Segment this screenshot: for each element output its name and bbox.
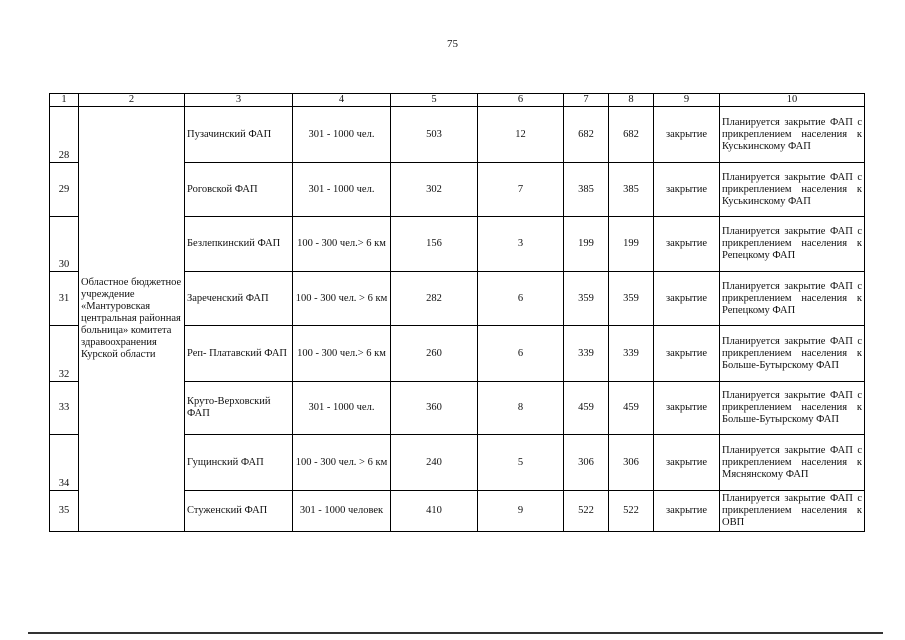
- row-number: 30: [50, 217, 79, 272]
- population-category: 301 - 1000 чел.: [293, 107, 391, 163]
- value-col7: 306: [564, 435, 609, 491]
- facility-name: Круто-Верховский ФАП: [185, 382, 293, 435]
- value-col5: 360: [391, 382, 478, 435]
- population-category: 100 - 300 чел.> 6 км: [293, 217, 391, 272]
- value-col7: 459: [564, 382, 609, 435]
- value-col6: 6: [478, 272, 564, 326]
- row-number: 29: [50, 163, 79, 217]
- header-cell: 2: [79, 94, 185, 107]
- value-col5: 240: [391, 435, 478, 491]
- header-cell: 1: [50, 94, 79, 107]
- value-col8: 306: [609, 435, 654, 491]
- value-col6: 7: [478, 163, 564, 217]
- population-category: 100 - 300 чел. > 6 км: [293, 272, 391, 326]
- value-col8: 359: [609, 272, 654, 326]
- action: закрытие: [654, 217, 720, 272]
- row-number: 31: [50, 272, 79, 326]
- facility-name: Пузачинский ФАП: [185, 107, 293, 163]
- population-category: 100 - 300 чел. > 6 км: [293, 435, 391, 491]
- value-col5: 260: [391, 326, 478, 382]
- action: закрытие: [654, 382, 720, 435]
- facility-name: Стуженский ФАП: [185, 491, 293, 532]
- population-category: 100 - 300 чел.> 6 км: [293, 326, 391, 382]
- value-col7: 522: [564, 491, 609, 532]
- facility-name: Реп- Платавский ФАП: [185, 326, 293, 382]
- note: Планируется закрытие ФАП с прикреплением населения к Больше-Бутырскому ФАП: [720, 382, 865, 435]
- value-col8: 339: [609, 326, 654, 382]
- action: закрытие: [654, 163, 720, 217]
- facility-name: Роговской ФАП: [185, 163, 293, 217]
- action: закрытие: [654, 326, 720, 382]
- table-row: [50, 107, 865, 163]
- facility-closure-table: [49, 93, 865, 532]
- note: Планируется закрытие ФАП с прикреплением населения к Репецкому ФАП: [720, 272, 865, 326]
- row-number: 32: [50, 326, 79, 382]
- value-col7: 339: [564, 326, 609, 382]
- value-col6: 9: [478, 491, 564, 532]
- header-cell: 6: [478, 94, 564, 107]
- note: Планируется закрытие ФАП с прикреплением населения к Репецкому ФАП: [720, 217, 865, 272]
- value-col7: 359: [564, 272, 609, 326]
- facility-name: Гущинский ФАП: [185, 435, 293, 491]
- value-col5: 503: [391, 107, 478, 163]
- row-number: 28: [50, 107, 79, 163]
- value-col8: 459: [609, 382, 654, 435]
- action: закрытие: [654, 491, 720, 532]
- action: закрытие: [654, 272, 720, 326]
- facility-name: Безлепкинский ФАП: [185, 217, 293, 272]
- header-row: [50, 94, 865, 107]
- value-col8: 199: [609, 217, 654, 272]
- scan-edge-line: [28, 632, 883, 634]
- population-category: 301 - 1000 чел.: [293, 382, 391, 435]
- value-col7: 682: [564, 107, 609, 163]
- value-col6: 8: [478, 382, 564, 435]
- population-category: 301 - 1000 человек: [293, 491, 391, 532]
- action: закрытие: [654, 107, 720, 163]
- header-cell: 4: [293, 94, 391, 107]
- facility-name: Зареченский ФАП: [185, 272, 293, 326]
- value-col6: 5: [478, 435, 564, 491]
- header-cell: 10: [720, 94, 865, 107]
- value-col6: 6: [478, 326, 564, 382]
- value-col8: 385: [609, 163, 654, 217]
- value-col5: 410: [391, 491, 478, 532]
- header-cell: 8: [609, 94, 654, 107]
- value-col5: 282: [391, 272, 478, 326]
- value-col6: 3: [478, 217, 564, 272]
- header-cell: 7: [564, 94, 609, 107]
- header-cell: 3: [185, 94, 293, 107]
- value-col5: 302: [391, 163, 478, 217]
- header-cell: 5: [391, 94, 478, 107]
- note: Планируется закрытие ФАП с прикреплением населения к Куськинскому ФАП: [720, 163, 865, 217]
- page-number: 75: [447, 38, 458, 50]
- note: Планируется закрытие ФАП с прикреплением населения к Мяснянскому ФАП: [720, 435, 865, 491]
- action: закрытие: [654, 435, 720, 491]
- value-col8: 522: [609, 491, 654, 532]
- row-number: 34: [50, 435, 79, 491]
- value-col8: 682: [609, 107, 654, 163]
- header-cell: 9: [654, 94, 720, 107]
- organization-name: Областное бюджетное учреждение «Мантуровская центральная районная больница» комитета здравоохранения Курской области: [79, 107, 185, 532]
- note: Планируется закрытие ФАП с прикреплением населения к Куськинскому ФАП: [720, 107, 865, 163]
- value-col6: 12: [478, 107, 564, 163]
- population-category: 301 - 1000 чел.: [293, 163, 391, 217]
- row-number: 33: [50, 382, 79, 435]
- value-col5: 156: [391, 217, 478, 272]
- note: Планируется закрытие ФАП с прикреплением населения к Больше-Бутырскому ФАП: [720, 326, 865, 382]
- value-col7: 199: [564, 217, 609, 272]
- value-col7: 385: [564, 163, 609, 217]
- note: Планируется закрытие ФАП с прикреплением населения к ОВП: [720, 491, 865, 532]
- row-number: 35: [50, 491, 79, 532]
